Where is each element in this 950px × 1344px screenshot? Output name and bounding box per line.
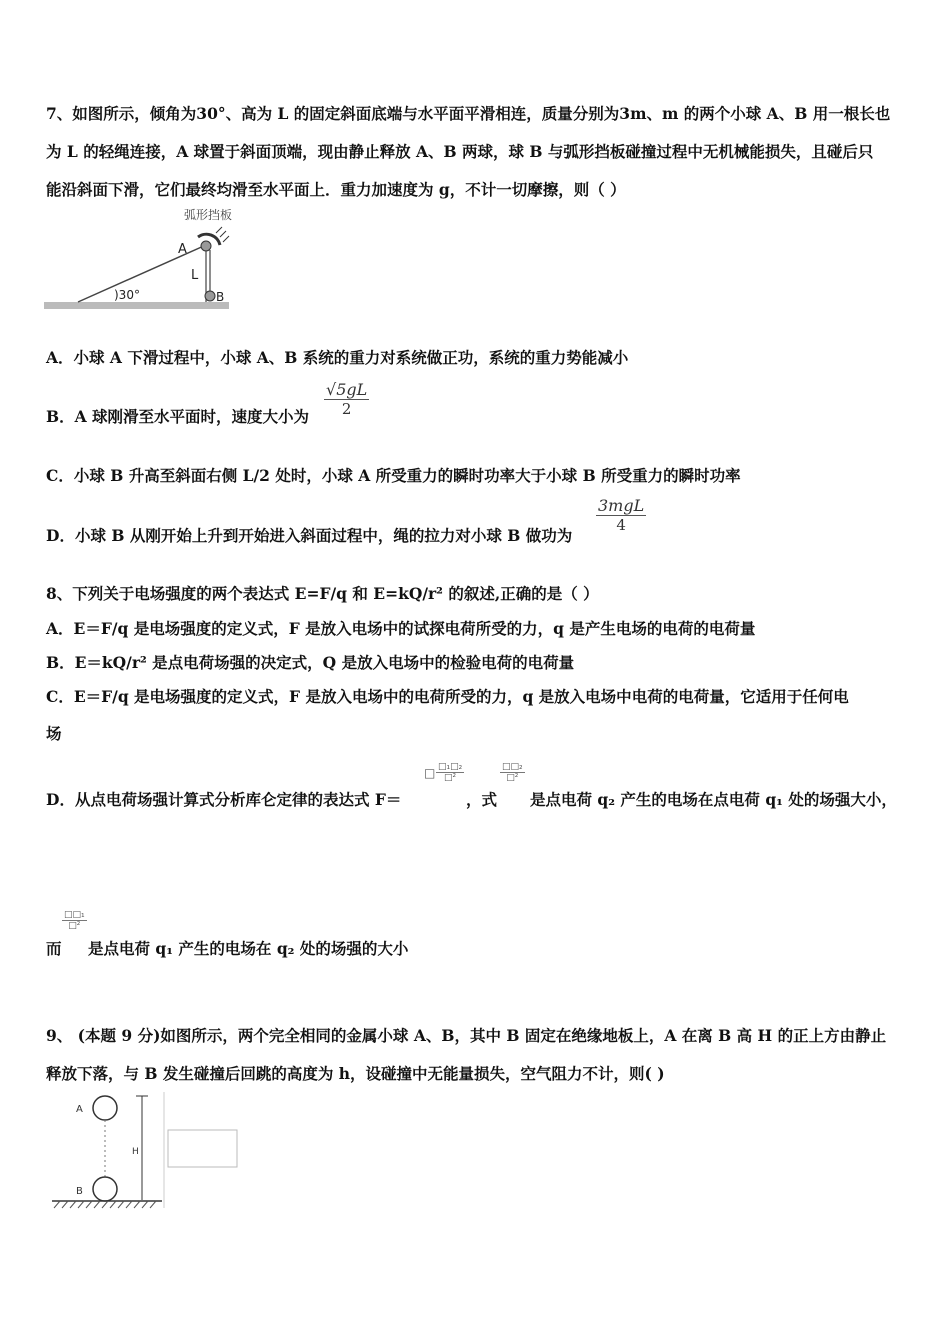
frac-num: □□₂ — [502, 762, 523, 772]
q8-stem: 8、下列关于电场强度的两个表达式 E=F/q 和 E=kQ/r² 的叙述,正确的是（ ） — [46, 584, 599, 603]
ball-a — [201, 241, 211, 251]
q8-option-d-line1-end: 是点电荷 q₂ 产生的电场在点电荷 q₁ 处的场强大小， — [530, 790, 897, 809]
label-b: B — [216, 290, 225, 304]
lead-placeholder-box: □ — [424, 766, 436, 780]
frac-den: 4 — [616, 516, 626, 534]
ball-b — [205, 291, 215, 301]
placeholder-box — [168, 1130, 237, 1167]
q8-option-d-pre: 而 — [46, 939, 62, 958]
q7-incline-figure — [44, 205, 234, 315]
frac-den: □² — [506, 773, 519, 783]
label-l: L — [191, 268, 199, 283]
q7-stem-line2: 为 L 的轻绳连接，A 球置于斜面顶端，现由静止释放 A、B 两球，球 B 与弧形挡板碰撞过程中无机械能损失，且碰后只 — [46, 142, 874, 161]
label-angle: )30° — [114, 288, 140, 302]
q7-option-a: A．小球 A 下滑过程中，小球 A、B 系统的重力对系统做正功，系统的重力势能减小 — [46, 348, 629, 367]
label-a: A — [178, 242, 187, 257]
q9-collision-figure — [48, 1090, 243, 1215]
frac-num: √5gL — [326, 380, 368, 399]
q8-option-d-line1: D．从点电荷场强计算式分析库仑定律的表达式 F＝ — [46, 790, 402, 809]
hatch-2 — [220, 231, 226, 237]
q8-coulomb-fraction — [436, 762, 464, 783]
q8-field-fraction-q2 — [500, 762, 525, 783]
q8-field-fraction-q1 — [62, 910, 87, 931]
frac-num: □₁□₂ — [438, 762, 463, 772]
ground-surface — [44, 302, 229, 309]
frac-num: 3mgL — [598, 496, 645, 515]
q8-option-c-line2: 场 — [46, 724, 62, 743]
q7-option-d: D．小球 B 从刚开始上升到开始进入斜面过程中，绳的拉力对小球 B 做功为 — [46, 526, 573, 545]
frac-den: 2 — [341, 400, 352, 418]
q7-option-d-fraction — [596, 496, 646, 534]
label-a: A — [76, 1104, 83, 1115]
ball-b — [93, 1177, 117, 1201]
q7-arc-label: 弧形挡板 — [184, 208, 233, 222]
frac-den: □² — [68, 921, 81, 931]
hatch-3 — [223, 236, 229, 242]
q7-stem-line1: 7、如图所示，倾角为30°、高为 L 的固定斜面底端与水平面平滑相连，质量分别为3m、m 的两个小球 A、B 用一根长也 — [46, 104, 891, 123]
q7-option-b: B．A 球刚滑至水平面时，速度大小为 — [46, 407, 310, 426]
q7-option-b-fraction — [324, 380, 369, 418]
q7-option-c: C．小球 B 升高至斜面右侧 L/2 处时，小球 A 所受重力的瞬时功率大于小球 B 所受重力的瞬时功率 — [46, 466, 741, 485]
q8-option-d-line2: 是点电荷 q₁ 产生的电场在 q₂ 处的场强的大小 — [88, 939, 409, 958]
q8-option-b: B．E＝kQ/r² 是点电荷场强的决定式，Q 是放入电场中的检验电荷的电荷量 — [46, 653, 575, 672]
q8-option-d-mid: ，式 — [466, 790, 498, 809]
q7-stem-line3: 能沿斜面下滑，它们最终均滑至水平面上．重力加速度为 g，不计一切摩擦，则（ ） — [46, 180, 626, 199]
label-h: H — [132, 1147, 139, 1157]
q9-stem-line1: 9、 (本题 9 分)如图所示，两个完全相同的金属小球 A、B，其中 B 固定在绝缘地板上，A 在离 B 高 H 的正上方由静止 — [46, 1026, 887, 1045]
q8-option-c-line1: C．E＝F/q 是电场强度的定义式，F 是放入电场中的电荷所受的力，q 是放入电场中电荷的电荷量，它适用于任何电 — [46, 687, 849, 706]
hatch-1 — [216, 227, 222, 233]
frac-num: □□₁ — [64, 910, 85, 920]
ball-a — [93, 1096, 117, 1120]
q9-stem-line2: 释放下落，与 B 发生碰撞后回跳的高度为 h，设碰撞中无能量损失，空气阻力不计，则( ) — [46, 1064, 665, 1083]
label-b: B — [76, 1186, 83, 1197]
q8-option-a: A．E＝F/q 是电场强度的定义式，F 是放入电场中的试探电荷所受的力，q 是产生电场的电荷的电荷量 — [46, 619, 756, 638]
frac-den: □² — [444, 773, 457, 783]
floor-hatch — [54, 1201, 156, 1208]
